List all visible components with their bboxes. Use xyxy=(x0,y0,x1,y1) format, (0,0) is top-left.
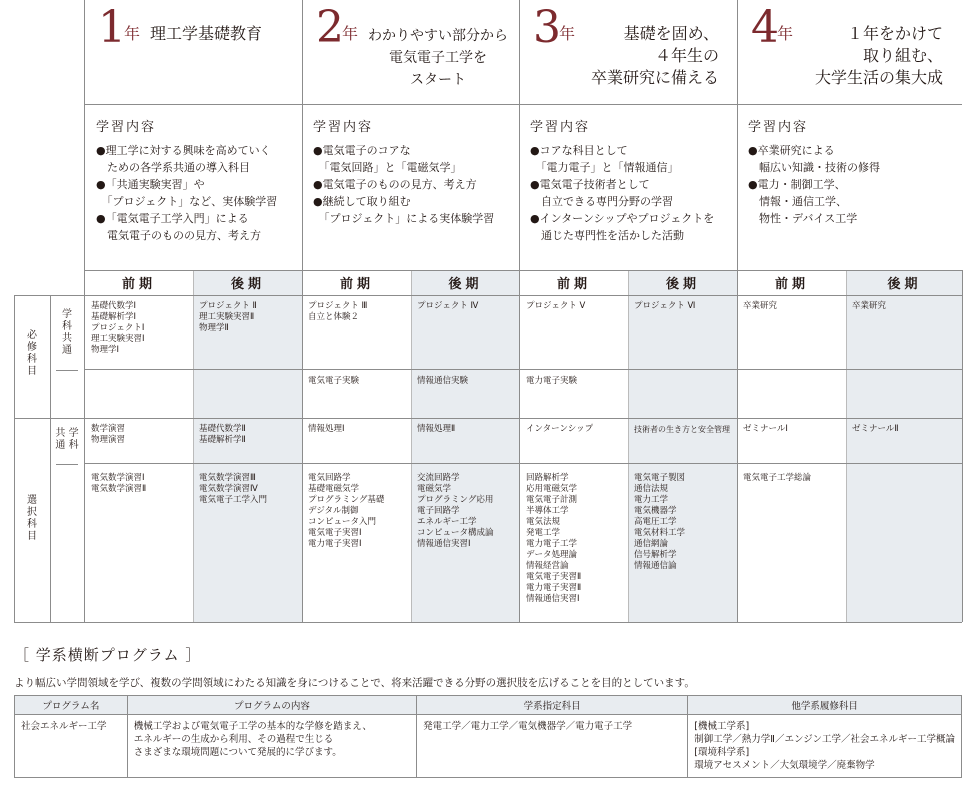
year-unit: 年 xyxy=(777,24,794,43)
course-cell: インターンシップ xyxy=(526,424,594,434)
learning-items: ●卒業研究による 幅広い知識・技術の修得 ●電力・制御工学、 情報・通信工学、 物性・デバイス工学 xyxy=(748,144,880,225)
year-3-header xyxy=(519,0,737,104)
shade-y3-second xyxy=(628,295,737,622)
grid-line xyxy=(962,270,963,622)
shade-y4-second xyxy=(846,295,962,622)
course-cell: 卒業研究 xyxy=(743,301,778,311)
year-1-header xyxy=(84,0,302,104)
learning-heading: 学習内容 xyxy=(96,120,157,135)
label-common-elective: 共 学 通 科 xyxy=(55,428,79,451)
header-program-name: プログラム名 xyxy=(15,696,128,715)
course-cell: プロジェクト Ⅴ xyxy=(526,301,586,311)
grid-line xyxy=(14,295,962,296)
learning-y1 xyxy=(96,118,277,244)
year-title: わかりやすい部分から 電気電子工学を スタート xyxy=(368,28,508,88)
course-cell: 情報処理Ⅰ xyxy=(308,424,345,434)
grid-line xyxy=(411,270,412,622)
course-cell: プロジェクト Ⅳ xyxy=(417,301,479,311)
course-cell: 電力電子実験 xyxy=(526,376,578,386)
course-cell: 電気電子実験 xyxy=(308,376,360,386)
table-row xyxy=(15,715,962,778)
grid-line xyxy=(84,463,962,464)
program-title: ［ 学系横断プログラム ］ xyxy=(14,646,202,664)
course-cell: ゼミナールⅠ xyxy=(743,424,788,434)
course-cell: 電気数学演習Ⅲ 電気数学演習Ⅳ 電気電子工学入門 xyxy=(199,473,268,505)
label-required: 必 修 科 目 xyxy=(27,330,37,377)
course-cell: 電気回路学 基礎電磁気学 プログラミング基礎 デジタル制御 コンピュータ入門 電気電子実習Ⅰ 電力電子実習Ⅰ xyxy=(308,473,385,549)
term-first: 前期 xyxy=(774,276,809,292)
term-second: 後期 xyxy=(448,276,483,292)
grid-line xyxy=(84,104,962,105)
learning-items: ●電気電子のコアな 「電気回路」と「電磁気学」 ●電気電子のものの見方、考え方 ●継続して取り組む 「プロジェクト」による実体験学習 xyxy=(313,144,495,225)
term-second: 後期 xyxy=(230,276,265,292)
course-cell: 基礎代数学Ⅱ 基礎解析学Ⅱ xyxy=(199,424,246,445)
term-first: 前期 xyxy=(339,276,374,292)
year-title: 理工学基礎教育 xyxy=(150,24,263,43)
year-title: 基礎を固め、 ４年生の 卒業研究に備える xyxy=(591,24,720,87)
grid-line xyxy=(193,270,194,622)
year-4-header xyxy=(737,0,962,104)
learning-y4 xyxy=(748,118,880,227)
term-second: 後期 xyxy=(665,276,700,292)
learning-y3 xyxy=(530,118,714,244)
year-number: 3 xyxy=(533,2,561,53)
header-other-courses: 他学系履修科目 xyxy=(688,696,962,715)
course-cell: 回路解析学 応用電磁気学 電気電子計測 半導体工学 電気法規 発電工学 電力電子工学 データ処理論 情報経営論 電気電子実習Ⅱ 電力電子実習Ⅱ 情報通信実習Ⅰ xyxy=(526,473,582,604)
year-unit: 年 xyxy=(342,24,359,43)
course-cell: プロジェクト Ⅱ 理工実験実習Ⅱ 物理学Ⅱ xyxy=(199,301,257,333)
program-description: より幅広い学問領域を学び、複数の学問領域にわたる知識を身につけることで、将来活躍できる分野の選択肢を広げることを目的としています。 xyxy=(14,677,695,689)
year-unit: 年 xyxy=(124,24,141,43)
year-2-header xyxy=(302,0,519,104)
shade-y2-second xyxy=(411,295,519,622)
term-first: 前期 xyxy=(121,276,156,292)
grid-line xyxy=(14,418,962,419)
year-unit: 年 xyxy=(559,24,576,43)
grid-line xyxy=(56,370,78,371)
grid-line xyxy=(56,464,78,465)
term-first: 前期 xyxy=(556,276,591,292)
course-cell: 電気電子工学総論 xyxy=(743,473,812,483)
course-cell: 基礎代数学Ⅰ 基礎解析学Ⅰ プロジェクトⅠ 理工実験実習Ⅰ 物理学Ⅰ xyxy=(91,301,145,355)
program-table xyxy=(14,695,962,778)
learning-y2 xyxy=(313,118,494,227)
other-courses: [機械工学系] 制御工学／熱力学Ⅱ／エンジン工学／社会エネルギー工学概論 [環境科学系] 環境アセスメント／大気環境学／廃棄物学 xyxy=(688,715,962,778)
course-cell: プロジェクト Ⅲ 自立と体験２ xyxy=(308,301,368,322)
term-second: 後期 xyxy=(887,276,922,292)
year-number: 4 xyxy=(751,2,779,53)
header-program-content: プログラムの内容 xyxy=(127,696,416,715)
course-cell: 情報通信実験 xyxy=(417,376,469,386)
course-cell: 卒業研究 xyxy=(852,301,887,311)
grid-line xyxy=(84,369,962,370)
learning-heading: 学習内容 xyxy=(748,120,809,135)
course-cell: 電気電子製図 通信法規 電力工学 電気機器学 高電圧工学 電気材料工学 通信網論 信号解析学 情報通信論 xyxy=(634,473,686,571)
label-common-required: 学 科 共 通 xyxy=(62,309,72,356)
grid-line xyxy=(628,270,629,622)
course-cell: プロジェクト Ⅵ xyxy=(634,301,696,311)
program-content: 機械工学および電気電子工学の基本的な学修を踏まえ、 エネルギーの生成から利用、その過程で生じる さまざまな環境問題について発展的に学びます。 xyxy=(127,715,416,778)
header-designated-courses: 学系指定科目 xyxy=(417,696,688,715)
course-cell: 技術者の生き方と安全管理 xyxy=(634,425,730,434)
year-number: 1 xyxy=(98,2,126,53)
program-name: 社会エネルギー工学 xyxy=(15,715,128,778)
course-cell: 交流回路学 電磁気学 プログラミング応用 電子回路学 エネルギー工学 コンピュータ構成論 情報通信実習Ⅰ xyxy=(417,473,494,549)
course-cell: 数学演習 物理演習 xyxy=(91,424,126,445)
grid-line xyxy=(846,270,847,622)
designated-courses: 発電工学／電力工学／電気機器学／電力電子工学 xyxy=(417,715,688,778)
course-cell: 情報処理Ⅱ xyxy=(417,424,456,434)
year-title: １年をかけて 取り組む、 大学生活の集大成 xyxy=(815,24,944,87)
learning-heading: 学習内容 xyxy=(313,120,374,135)
learning-heading: 学習内容 xyxy=(530,120,591,135)
course-cell: 電気数学演習Ⅰ 電気数学演習Ⅱ xyxy=(91,473,147,494)
learning-items: ●コアな科目として 「電力電子」と「情報通信」 ●電気電子技術者として 自立できる専門分野の学習 ●インターンシップやプロジェクトを 通じた専門性を活かした活動 xyxy=(530,144,715,242)
program-table-header xyxy=(15,696,962,715)
learning-items: ●理工学に対する興味を高めていく ための各学系共通の導入科目 ●「共通実験実習」や 「プロジェクト」など、実体験学習 ●「電気電子工学入門」による 電気電子のものの見方、考え方 xyxy=(96,144,278,242)
course-cell: ゼミナールⅡ xyxy=(852,424,899,434)
shade-y1-second xyxy=(193,295,302,622)
label-elective: 選 択 科 目 xyxy=(27,495,37,542)
year-number: 2 xyxy=(316,2,344,53)
grid-line xyxy=(14,622,962,623)
